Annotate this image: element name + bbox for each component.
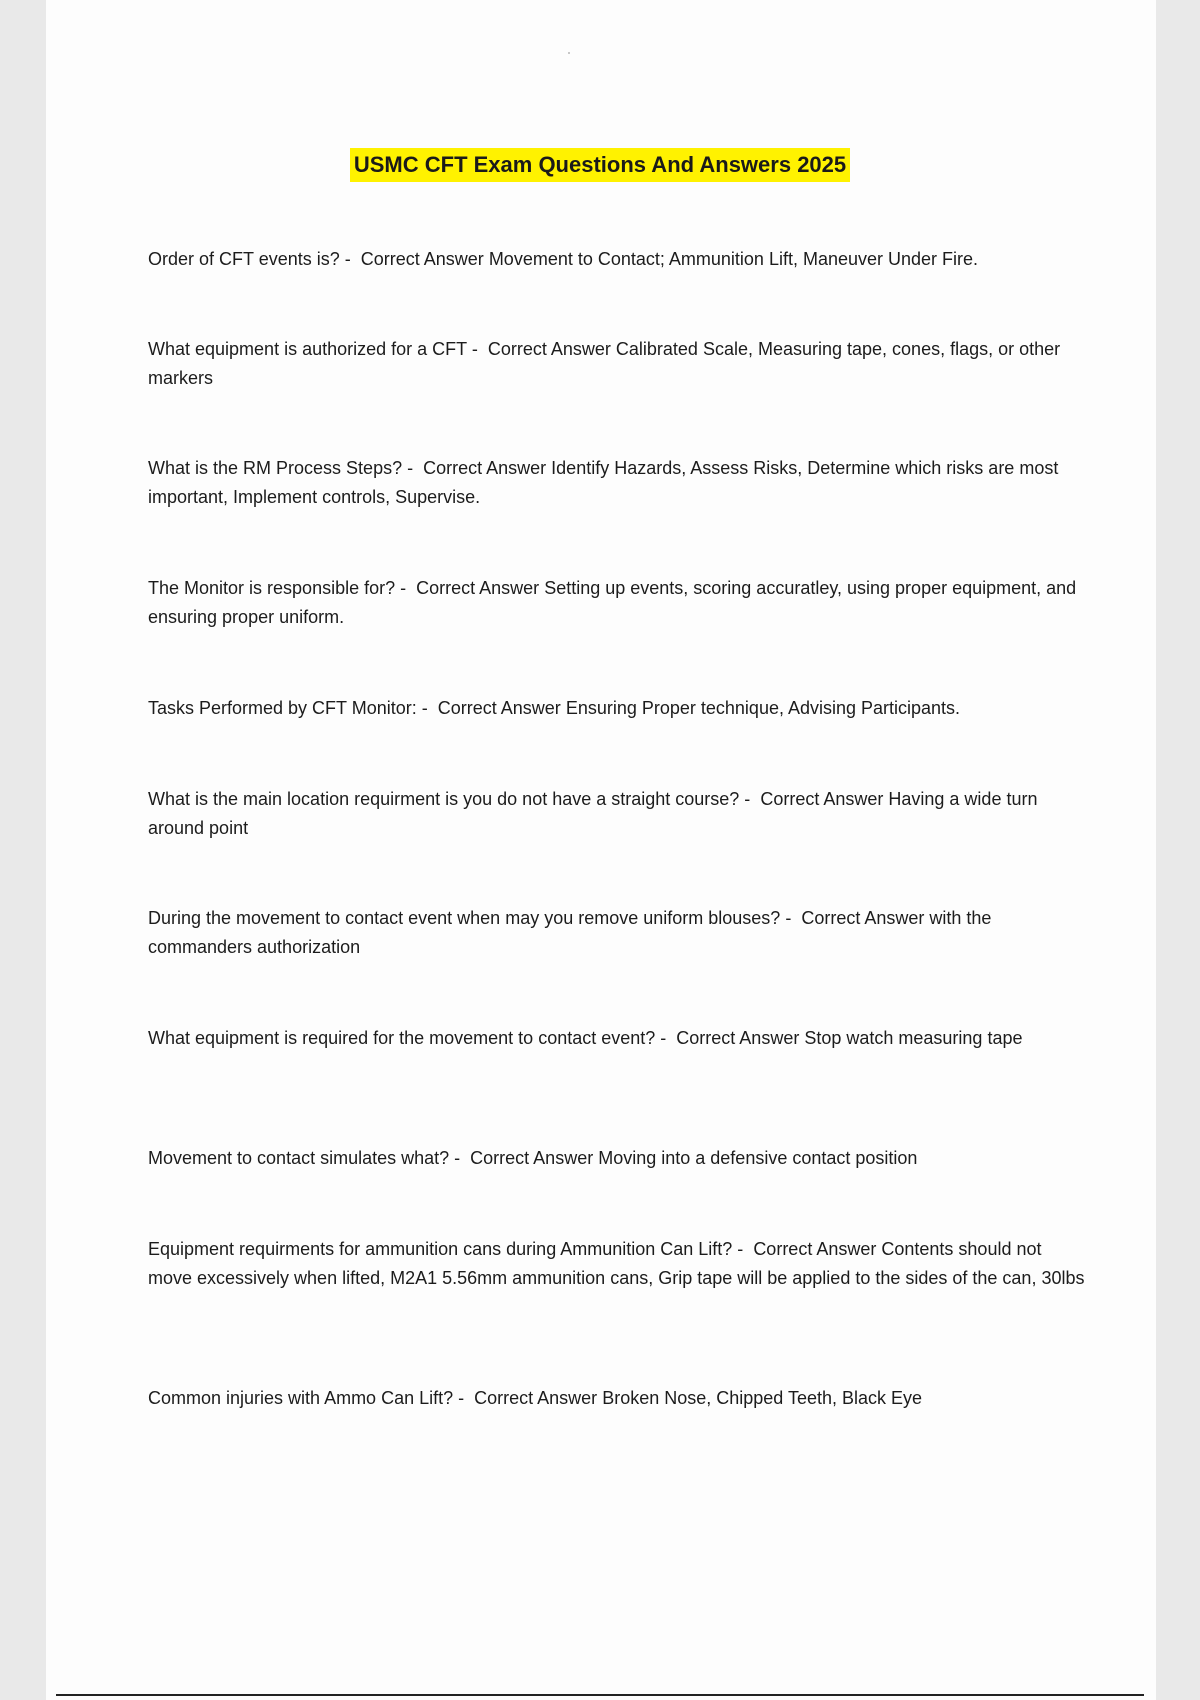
- document-title: USMC CFT Exam Questions And Answers 2025: [350, 148, 850, 182]
- answer-text: Contents should not move excessively when lifted, M2A1 5.56mm ammunition cans, Grip tape will be applied to the sides of the can, 30lbs: [148, 1239, 1085, 1288]
- answer-text: Having a wide turn around point: [148, 789, 1038, 838]
- qa-item-1: [148, 245, 1088, 274]
- qa-item-4: [148, 574, 1088, 632]
- answer-prefix: Correct Answer: [760, 789, 884, 809]
- question-text: What is the RM Process Steps? -: [148, 458, 414, 478]
- answer-prefix: Correct Answer: [753, 1239, 877, 1259]
- question-text: What is the main location requirment is you do not have a straight course? -: [148, 789, 751, 809]
- question-text: The Monitor is responsible for? -: [148, 578, 407, 598]
- question-text: Order of CFT events is? -: [148, 249, 351, 269]
- question-text: During the movement to contact event when may you remove uniform blouses? -: [148, 908, 792, 928]
- qa-item-3: [148, 454, 1088, 512]
- question-text: Movement to contact simulates what? -: [148, 1148, 461, 1168]
- scan-speck: [568, 52, 570, 54]
- bottom-divider: [56, 1694, 1144, 1696]
- answer-prefix: Correct Answer: [423, 458, 547, 478]
- answer-prefix: Correct Answer: [801, 908, 925, 928]
- qa-item-9: [148, 1144, 1088, 1173]
- answer-text: Identify Hazards, Assess Risks, Determine which risks are most important, Implement controls, Supervise.: [148, 458, 1059, 507]
- answer-prefix: Correct Answer: [470, 1148, 594, 1168]
- answer-text: Broken Nose, Chipped Teeth, Black Eye: [602, 1388, 923, 1408]
- answer-text: Stop watch measuring tape: [804, 1028, 1023, 1048]
- qa-item-6: [148, 785, 1088, 843]
- answer-text: Movement to Contact; Ammunition Lift, Maneuver Under Fire.: [488, 249, 979, 269]
- answer-prefix: Correct Answer: [416, 578, 540, 598]
- answer-prefix: Correct Answer: [487, 339, 611, 359]
- answer-prefix: Correct Answer: [474, 1388, 598, 1408]
- answer-prefix: Correct Answer: [360, 249, 484, 269]
- qa-item-11: [148, 1384, 1088, 1413]
- question-text: What equipment is authorized for a CFT -: [148, 339, 478, 359]
- answer-prefix: Correct Answer: [676, 1028, 800, 1048]
- qa-item-2: [148, 335, 1088, 393]
- qa-item-5: [148, 694, 1088, 723]
- title-container: [0, 148, 1200, 182]
- question-text: Equipment requirments for ammunition cans during Ammunition Can Lift? -: [148, 1239, 744, 1259]
- answer-text: Moving into a defensive contact position: [598, 1148, 918, 1168]
- question-text: Tasks Performed by CFT Monitor: -: [148, 698, 428, 718]
- question-text: Common injuries with Ammo Can Lift? -: [148, 1388, 465, 1408]
- qa-item-10: [148, 1235, 1088, 1293]
- answer-text: Setting up events, scoring accuratley, using proper equipment, and ensuring proper uniform.: [148, 578, 1077, 627]
- qa-item-8: [148, 1024, 1088, 1053]
- question-text: What equipment is required for the movement to contact event? -: [148, 1028, 667, 1048]
- answer-text: with the commanders authorization: [148, 908, 992, 957]
- answer-text: Calibrated Scale, Measuring tape, cones, flags, or other markers: [148, 339, 1061, 388]
- answer-text: Ensuring Proper technique, Advising Participants.: [565, 698, 961, 718]
- qa-item-7: [148, 904, 1088, 962]
- answer-prefix: Correct Answer: [437, 698, 561, 718]
